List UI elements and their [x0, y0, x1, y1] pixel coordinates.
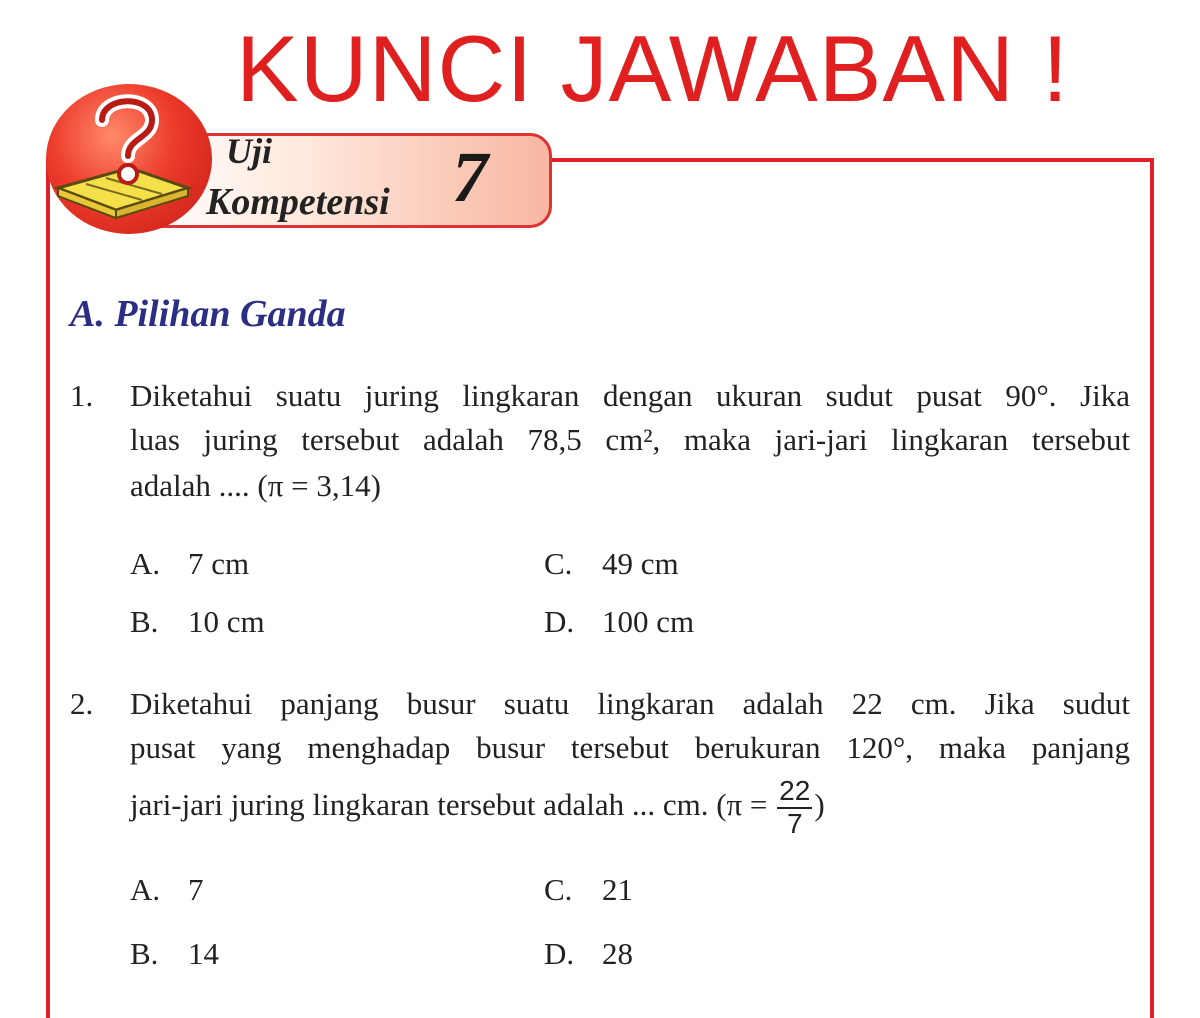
- option-letter: A.: [130, 872, 161, 907]
- option-text: 14: [188, 936, 219, 971]
- option-letter: C.: [544, 872, 573, 907]
- answer-option[interactable]: [130, 546, 249, 582]
- badge-label-kompetensi: Kompetensi: [206, 181, 390, 223]
- option-letter: D.: [544, 604, 575, 639]
- option-letter: B.: [130, 604, 159, 639]
- answer-option[interactable]: [544, 546, 679, 582]
- question-text-line: Diketahui suatu juring lingkaran dengan ukuran sudut pusat 90°. Jika: [130, 378, 1130, 413]
- option-text: 7 cm: [188, 546, 250, 581]
- badge-number: 7: [452, 137, 488, 217]
- headline: KUNCI JAWABAN !: [236, 16, 1070, 121]
- pi-fraction: [777, 776, 812, 840]
- question-text-line: luas juring tersebut adalah 78,5 cm², maka jari-jari lingkaran tersebut: [130, 422, 1130, 457]
- closing-paren: ): [814, 786, 825, 822]
- question-text-line: Diketahui panjang busur suatu lingkaran adalah 22 cm. Jika sudut: [130, 686, 1130, 721]
- fraction-numerator: 22: [777, 776, 812, 809]
- option-text: 100 cm: [602, 604, 695, 639]
- question-book-icon: [46, 76, 216, 236]
- section-title: A. Pilihan Ganda: [70, 293, 346, 335]
- option-letter: B.: [130, 936, 159, 971]
- answer-option[interactable]: [544, 936, 633, 972]
- answer-option[interactable]: [130, 872, 204, 908]
- answer-option[interactable]: [544, 872, 633, 908]
- answer-option[interactable]: [130, 936, 219, 972]
- option-letter: C.: [544, 546, 573, 581]
- option-letter: A.: [130, 546, 161, 581]
- option-letter: D.: [544, 936, 575, 971]
- badge-label-uji: Uji: [226, 131, 273, 171]
- option-text: 21: [602, 872, 633, 907]
- question-text: jari-jari juring lingkaran tersebut adalah ... cm. (π =: [130, 786, 768, 822]
- option-text: 7: [188, 872, 204, 907]
- question-text-line: [130, 776, 1130, 840]
- question-text-line: adalah .... (π = 3,14): [130, 468, 381, 503]
- question-number: 1.: [70, 378, 94, 413]
- option-text: 28: [602, 936, 633, 971]
- option-text: 10 cm: [188, 604, 265, 639]
- answer-option[interactable]: [130, 604, 265, 640]
- option-text: 49 cm: [602, 546, 679, 581]
- question-text-line: pusat yang menghadap busur tersebut berukuran 120°, maka panjang: [130, 730, 1130, 765]
- answer-option[interactable]: [544, 604, 694, 640]
- fraction-denominator: 7: [786, 807, 803, 839]
- question-number: 2.: [70, 686, 94, 721]
